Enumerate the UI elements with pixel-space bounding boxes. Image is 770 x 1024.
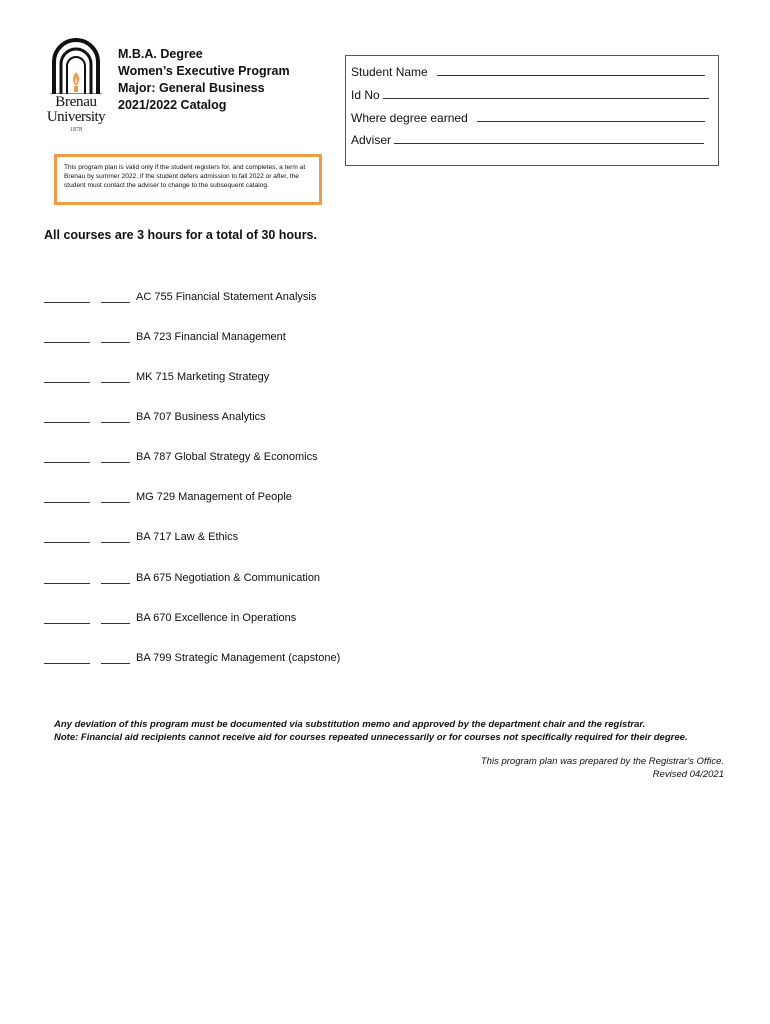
adviser-line[interactable] xyxy=(394,132,704,144)
adviser-label: Adviser xyxy=(351,133,392,147)
grade-blank[interactable] xyxy=(101,342,130,343)
term-blank[interactable] xyxy=(44,342,90,343)
grade-blank[interactable] xyxy=(101,502,130,503)
program-title xyxy=(118,46,290,114)
course-title: AC 755 Financial Statement Analysis xyxy=(136,291,317,303)
grade-blank[interactable] xyxy=(101,623,130,624)
grade-blank[interactable] xyxy=(101,542,130,543)
grade-blank[interactable] xyxy=(101,422,130,423)
course-title: MG 729 Management of People xyxy=(136,491,292,503)
course-title: BA 799 Strategic Management (capstone) xyxy=(136,652,341,664)
id-no-field[interactable] xyxy=(351,87,709,102)
id-no-line[interactable] xyxy=(383,87,709,99)
prepared-by-text: This program plan was prepared by the Registrar's Office. xyxy=(480,756,724,767)
student-name-line[interactable] xyxy=(437,64,705,76)
course-title: BA 675 Negotiation & Communication xyxy=(136,572,321,584)
brenau-logo xyxy=(44,36,108,136)
grade-blank[interactable] xyxy=(101,382,130,383)
catalog-validity-notice: This program plan is valid only if the student registers for, and completes, a term at Brenau by summer 2022. If the student defers admission to fall 2022 or after, the student must contact the adviser to change to the subsequent catalog. xyxy=(54,154,322,205)
term-blank[interactable] xyxy=(44,623,90,624)
term-blank[interactable] xyxy=(44,462,90,463)
grade-blank[interactable] xyxy=(101,302,130,303)
student-info-box xyxy=(345,55,719,166)
course-title: BA 787 Global Strategy & Economics xyxy=(136,451,318,463)
where-degree-field[interactable] xyxy=(351,110,705,125)
course-title: MK 715 Marketing Strategy xyxy=(136,371,270,383)
where-degree-line[interactable] xyxy=(477,110,705,122)
term-blank[interactable] xyxy=(44,663,90,664)
course-title: BA 723 Financial Management xyxy=(136,331,286,343)
logo-wordmark-line2: University xyxy=(46,109,106,125)
registrar-credit xyxy=(481,755,724,781)
where-degree-label: Where degree earned xyxy=(351,111,468,125)
course-title: BA 670 Excellence in Operations xyxy=(136,612,297,624)
deviation-note: Any deviation of this program must be documented via substitution memo and approved by the department chair and the registrar. xyxy=(54,719,646,730)
course-title: BA 717 Law & Ethics xyxy=(136,531,239,543)
student-name-field[interactable] xyxy=(351,64,705,79)
grade-blank[interactable] xyxy=(101,663,130,664)
title-program: Women’s Executive Program xyxy=(118,64,290,78)
logo-founded-year: 1878 xyxy=(70,127,82,133)
term-blank[interactable] xyxy=(44,302,90,303)
adviser-field[interactable] xyxy=(351,132,704,147)
term-blank[interactable] xyxy=(44,542,90,543)
grade-blank[interactable] xyxy=(101,583,130,584)
title-major: Major: General Business xyxy=(118,81,265,95)
id-no-label: Id No xyxy=(351,88,380,102)
grade-blank[interactable] xyxy=(101,462,130,463)
term-blank[interactable] xyxy=(44,583,90,584)
revision-date: Revised 04/2021 xyxy=(652,769,724,780)
title-catalog: 2021/2022 Catalog xyxy=(118,98,227,112)
student-name-label: Student Name xyxy=(351,65,428,79)
term-blank[interactable] xyxy=(44,422,90,423)
logo-wordmark-line1: Brenau xyxy=(55,94,97,110)
financial-aid-note: Note: Financial aid recipients cannot receive aid for courses repeated unnecessarily or for courses not specifically required for their degree. xyxy=(54,732,688,743)
title-degree: M.B.A. Degree xyxy=(118,47,203,61)
term-blank[interactable] xyxy=(44,502,90,503)
term-blank[interactable] xyxy=(44,382,90,383)
arch-torch-icon xyxy=(44,36,108,94)
course-title: BA 707 Business Analytics xyxy=(136,411,266,423)
credit-hours-summary: All courses are 3 hours for a total of 30 hours. xyxy=(44,228,317,242)
footer-notes xyxy=(54,718,714,744)
